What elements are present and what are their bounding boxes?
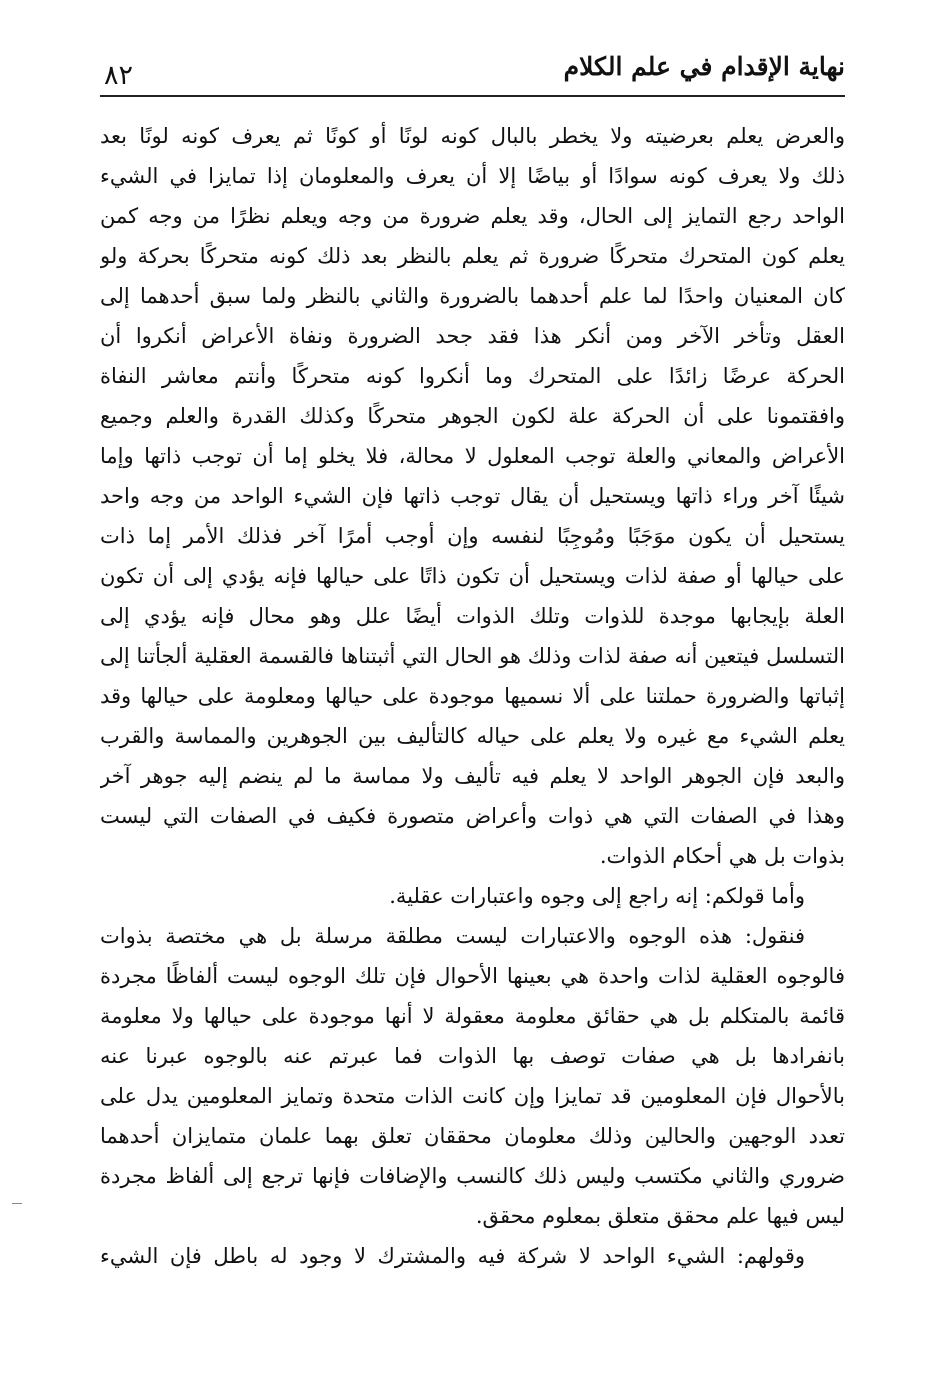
text-line: بانفرادها بل هي صفات توصف بها الذوات فما عبرتم عنه بالوجوه عبرنا عنه bbox=[100, 1044, 845, 1068]
text-line: قائمة بالمتكلم بل هي حقائق معلومة معقولة لا أنها موجودة على حيالها ولا معلومة bbox=[100, 1004, 845, 1028]
text-line: الأعراض والمعاني والعلة توجب المعلول لا محالة، فلا يخلو إما أن توجب ذاتها وإما bbox=[100, 444, 845, 468]
text-line: التسلسل فيتعين أنه صفة لذات وذلك هو الحال التي أثبتناها فالقسمة العقلية ألجأتنا إلى bbox=[100, 644, 845, 668]
text-line: يعلم كون المتحرك متحركًا ضرورة ثم يعلم بالنظر بعد ذلك كونه متحركًا بحركة ولو bbox=[100, 244, 845, 268]
text-line: على حيالها أو صفة لذات ويستحيل أن تكون ذاتًا على حيالها فإنه يؤدي إلى أن تكون bbox=[100, 564, 845, 588]
text-line: بذوات بل هي أحكام الذوات. bbox=[599, 844, 845, 868]
text-line: تعدد الوجهين والحالين وذلك معلومان محققان تعلق بهما علمان متمايزان أحدهما bbox=[100, 1124, 845, 1148]
text-line: ضروري والثاني مكتسب وليس ذلك كالنسب والإضافات فإنها ترجع إلى ألفاظ مجردة bbox=[100, 1164, 845, 1188]
text-line: ذلك ولا يعرف كونه سوادًا أو بياضًا إلا أن يعرف والمعلومان إذا تمايزا في الشيء bbox=[100, 164, 845, 188]
margin-mark bbox=[12, 1203, 22, 1204]
text-line: وافقتمونا على أن الحركة علة لكون الجوهر متحركًا وكذلك القدرة والعلم وجميع bbox=[100, 404, 845, 428]
text-line: الحركة عرضًا زائدًا على المتحرك وما أنكروا كونه متحركًا وأنتم معاشر النفاة bbox=[100, 364, 845, 388]
page-header bbox=[100, 52, 845, 104]
running-title: نهاية الإقدام في علم الكلام bbox=[563, 52, 845, 81]
text-line: يعلم الشيء مع غيره ولا يعلم على حياله كالتأليف بين الجوهرين والمماسة والقرب bbox=[100, 724, 845, 748]
text-line: فنقول: هذه الوجوه والاعتبارات ليست مطلقة مرسلة بل هي مختصة بذوات bbox=[100, 924, 805, 948]
text-line: العقل وتأخر الآخر ومن أنكر هذا فقد جحد الضرورة ونفاة الأعراض أنكروا أن bbox=[100, 324, 845, 348]
text-line: وقولهم: الشيء الواحد لا شركة فيه والمشترك لا وجود له باطل فإن الشيء bbox=[100, 1244, 805, 1268]
text-line: فالوجوه العقلية لذات واحدة هي بعينها الأحوال فإن تلك الوجوه ليست ألفاظًا مجردة bbox=[100, 964, 845, 988]
text-line: إثباتها والضرورة حملتنا على ألا نسميها موجودة على حيالها ومعلومة على حيالها وقد bbox=[100, 684, 845, 708]
header-rule bbox=[100, 95, 845, 97]
text-line: الواحد رجع التمايز إلى الحال، وقد يعلم ضرورة من وجه ويعلم نظرًا من وجه كمن bbox=[100, 204, 845, 228]
text-line: شيئًا آخر وراء ذاتها ويستحيل أن يقال توجب ذاتها فإن الشيء الواحد من وجه واحد bbox=[100, 484, 845, 508]
body-text bbox=[100, 116, 845, 1276]
text-line: وأما قولكم: إنه راجع إلى وجوه واعتبارات عقلية. bbox=[389, 884, 805, 908]
text-line: ليس فيها علم محقق متعلق بمعلوم محقق. bbox=[475, 1204, 845, 1228]
page-number: ٨٢ bbox=[104, 60, 134, 91]
text-line: والبعد فإن الجوهر الواحد لا يعلم فيه تأليف ولا مماسة ما لم ينضم إليه جوهر آخر bbox=[100, 764, 845, 788]
text-line: بالأحوال فإن المعلومين قد تمايزا وإن كانت الذات متحدة وتمايز المعلومين يدل على bbox=[100, 1084, 845, 1108]
text-line: العلة بإيجابها موجدة للذوات وتلك الذوات أيضًا علل وهو محال فإنه يؤدي إلى bbox=[100, 604, 845, 628]
text-line: وهذا في الصفات التي هي ذوات وأعراض متصورة فكيف في الصفات التي ليست bbox=[100, 804, 845, 828]
text-line: يستحيل أن يكون موَجَبًا ومُوجِبًا لنفسه وإن أوجب أمرًا آخر فذلك الأمر إما ذات bbox=[100, 524, 845, 548]
text-line: كان المعنيان واحدًا لما علم أحدهما بالضرورة والثاني بالنظر ولما سبق أحدهما إلى bbox=[100, 284, 845, 308]
text-line: والعرض يعلم بعرضيته ولا يخطر بالبال كونه لونًا أو كونًا ثم يعرف كونه لونًا بعد bbox=[100, 124, 845, 148]
